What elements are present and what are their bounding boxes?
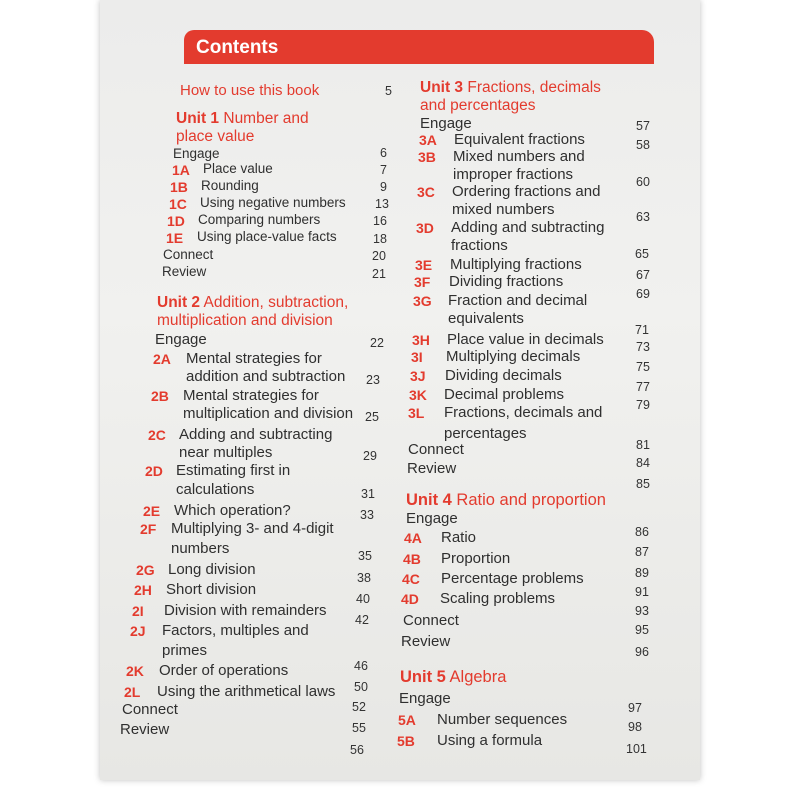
unit-heading (176, 110, 309, 146)
page-number: 73 (636, 340, 650, 354)
section-title: Estimating first in (176, 462, 291, 479)
unit-title: Fractions, decimals (463, 79, 601, 96)
page-number: 35 (358, 549, 372, 563)
section-title: Dividing fractions (449, 273, 564, 290)
page-number: 55 (352, 721, 366, 735)
section-label: Connect (122, 701, 178, 718)
page-number: 75 (636, 360, 650, 374)
section-label: Connect (163, 247, 214, 262)
section-code: 4B (403, 551, 421, 567)
section-code: 3A (419, 132, 437, 148)
section-title-line2: multiplication and division (183, 405, 354, 422)
section-label: Review (162, 264, 207, 279)
section-title: Scaling problems (440, 590, 556, 607)
section-title: Using a formula (437, 732, 543, 749)
contents-title: Contents (196, 37, 279, 58)
section-title: Long division (168, 561, 256, 578)
page-number: 95 (635, 623, 649, 637)
unit-title-line2: multiplication and division (157, 312, 333, 329)
section-title: Using the arithmetical laws (157, 683, 336, 700)
section-code: 2F (140, 521, 157, 537)
page-number: 21 (372, 267, 386, 281)
section-title-line2: mixed numbers (452, 201, 555, 218)
unit-number: Unit 3 (420, 79, 464, 96)
section-code: 2K (126, 663, 144, 679)
section-title-line2: numbers (171, 540, 230, 557)
page-number: 7 (380, 163, 387, 177)
unit-heading (420, 79, 601, 115)
section-code: 1B (170, 179, 188, 195)
page-number: 101 (626, 742, 647, 756)
section-title-line2: addition and subtraction (186, 368, 346, 385)
section-title-line2: fractions (451, 237, 508, 254)
section-title: Ordering fractions and (452, 183, 601, 200)
section-title: Percentage problems (441, 570, 584, 587)
unit-number: Unit 4 (406, 491, 452, 509)
section-title: Comparing numbers (198, 212, 321, 227)
section-title-line2: improper fractions (453, 166, 574, 183)
section-title: Mental strategies for (183, 387, 319, 404)
section-code: 1D (167, 213, 185, 229)
page-number: 81 (636, 438, 650, 452)
section-code: 3L (408, 405, 425, 421)
section-title: Using negative numbers (200, 195, 346, 210)
unit-number: Unit 5 (400, 668, 446, 686)
section-code: 3J (410, 368, 426, 384)
section-code: 3K (409, 387, 427, 403)
section-title: Mental strategies for (186, 350, 322, 367)
unit-title: Algebra (445, 668, 507, 686)
page-number: 40 (356, 592, 370, 606)
section-title: Multiplying 3- and 4-digit (171, 520, 334, 537)
page-number: 42 (355, 613, 369, 627)
page-number: 96 (635, 645, 649, 659)
section-title-line2: equivalents (448, 310, 524, 327)
section-code: 4D (401, 591, 419, 607)
section-code: 3F (414, 274, 431, 290)
page-number: 52 (352, 700, 366, 714)
section-title: Decimal problems (444, 386, 565, 403)
section-title: Multiplying fractions (450, 256, 582, 273)
section-title: Fractions, decimals and (444, 404, 603, 421)
page-number: 58 (636, 138, 650, 152)
page-number: 97 (628, 701, 642, 715)
unit-title: Addition, subtraction, (200, 294, 349, 311)
page-number: 85 (636, 477, 650, 491)
how-to-use-page: 5 (385, 84, 392, 98)
page-number: 9 (380, 180, 387, 194)
section-title-line2: near multiples (179, 444, 273, 461)
section-label: Connect (408, 441, 464, 458)
section-title-line2: calculations (176, 481, 255, 498)
section-title: Adding and subtracting (179, 426, 333, 443)
section-code: 2G (136, 562, 155, 578)
section-title: Multiplying decimals (446, 348, 581, 365)
page-number: 93 (635, 604, 649, 618)
section-code: 3B (418, 149, 436, 165)
section-title: Which operation? (174, 502, 291, 519)
page-number: 22 (370, 336, 384, 350)
section-title: Order of operations (159, 662, 289, 679)
section-label: Engage (420, 115, 472, 132)
page-number: 84 (636, 456, 650, 470)
section-code: 3E (415, 257, 433, 273)
page-number: 25 (365, 410, 379, 424)
section-title-line2: primes (162, 642, 208, 659)
page-number: 60 (636, 175, 650, 189)
section-label: Review (401, 633, 451, 650)
section-code: 2A (153, 351, 171, 367)
page-number: 86 (635, 525, 649, 539)
page-number: 16 (373, 214, 387, 228)
section-code: 3G (413, 293, 432, 309)
page-number: 50 (354, 680, 368, 694)
page-number: 38 (357, 571, 371, 585)
page-number: 46 (354, 659, 368, 673)
section-title: Number sequences (437, 711, 568, 728)
section-title: Place value in decimals (447, 331, 604, 348)
page-number: 31 (361, 487, 375, 501)
page-number: 89 (635, 566, 649, 580)
page-number: 56 (350, 743, 364, 757)
section-title: Short division (166, 581, 257, 598)
section-code: 2H (134, 582, 152, 598)
page-number: 79 (636, 398, 650, 412)
section-title: Division with remainders (164, 602, 327, 619)
section-title: Rounding (201, 178, 259, 193)
section-title-line2: percentages (444, 425, 527, 442)
unit-heading (406, 491, 606, 509)
section-code: 1A (172, 162, 190, 178)
section-code: 2C (148, 427, 166, 443)
section-title: Place value (203, 161, 273, 176)
section-label: Engage (406, 510, 458, 527)
page-number: 6 (380, 146, 387, 160)
section-code: 5A (398, 712, 416, 728)
section-label: Engage (399, 690, 451, 707)
section-code: 3H (412, 332, 430, 348)
unit-number: Unit 1 (176, 110, 220, 127)
page-number: 18 (373, 232, 387, 246)
page-number: 65 (635, 247, 649, 261)
section-code: 2E (143, 503, 161, 519)
page-number: 77 (636, 380, 650, 394)
section-code: 2D (145, 463, 163, 479)
page-number: 23 (366, 373, 380, 387)
section-title: Using place-value facts (197, 229, 337, 244)
section-title: Factors, multiples and (162, 622, 309, 639)
section-code: 4C (402, 571, 420, 587)
section-label: Review (407, 460, 457, 477)
section-label: Connect (403, 612, 459, 629)
section-code: 1E (166, 230, 184, 246)
section-label: Review (120, 721, 170, 738)
section-title: Dividing decimals (445, 367, 562, 384)
page-number: 29 (363, 449, 377, 463)
section-code: 3D (416, 220, 434, 236)
section-code: 3I (411, 349, 423, 365)
page-number: 71 (635, 323, 649, 337)
section-code: 2I (132, 603, 144, 619)
section-title: Adding and subtracting (451, 219, 605, 236)
page-number: 57 (636, 119, 650, 133)
page-number: 87 (635, 545, 649, 559)
page-number: 20 (372, 249, 386, 263)
section-code: 4A (404, 530, 422, 546)
section-title: Proportion (441, 550, 511, 567)
unit-title: Number and (219, 110, 309, 127)
page-number: 63 (636, 210, 650, 224)
unit-heading (400, 668, 506, 686)
page-number: 13 (375, 197, 389, 211)
section-code: 3C (417, 184, 435, 200)
section-title: Ratio (441, 529, 477, 546)
how-to-use-label: How to use this book (180, 82, 320, 99)
section-title: Equivalent fractions (454, 131, 585, 148)
unit-number: Unit 2 (157, 294, 201, 311)
section-label: Engage (173, 146, 220, 161)
unit-title: Ratio and proportion (451, 491, 606, 509)
page-number: 98 (628, 720, 642, 734)
section-code: 2L (124, 684, 141, 700)
page-number: 33 (360, 508, 374, 522)
section-title: Fraction and decimal (448, 292, 588, 309)
section-title: Mixed numbers and (453, 148, 585, 165)
unit-heading (157, 294, 348, 330)
section-label: Engage (155, 331, 207, 348)
section-code: 2J (130, 623, 146, 639)
unit-title-line2: and percentages (420, 97, 536, 114)
section-code: 1C (169, 196, 187, 212)
unit-title-line2: place value (176, 128, 255, 145)
section-code: 5B (397, 733, 415, 749)
page-number: 67 (636, 268, 650, 282)
section-code: 2B (151, 388, 169, 404)
page-number: 69 (636, 287, 650, 301)
page-number: 91 (635, 585, 649, 599)
